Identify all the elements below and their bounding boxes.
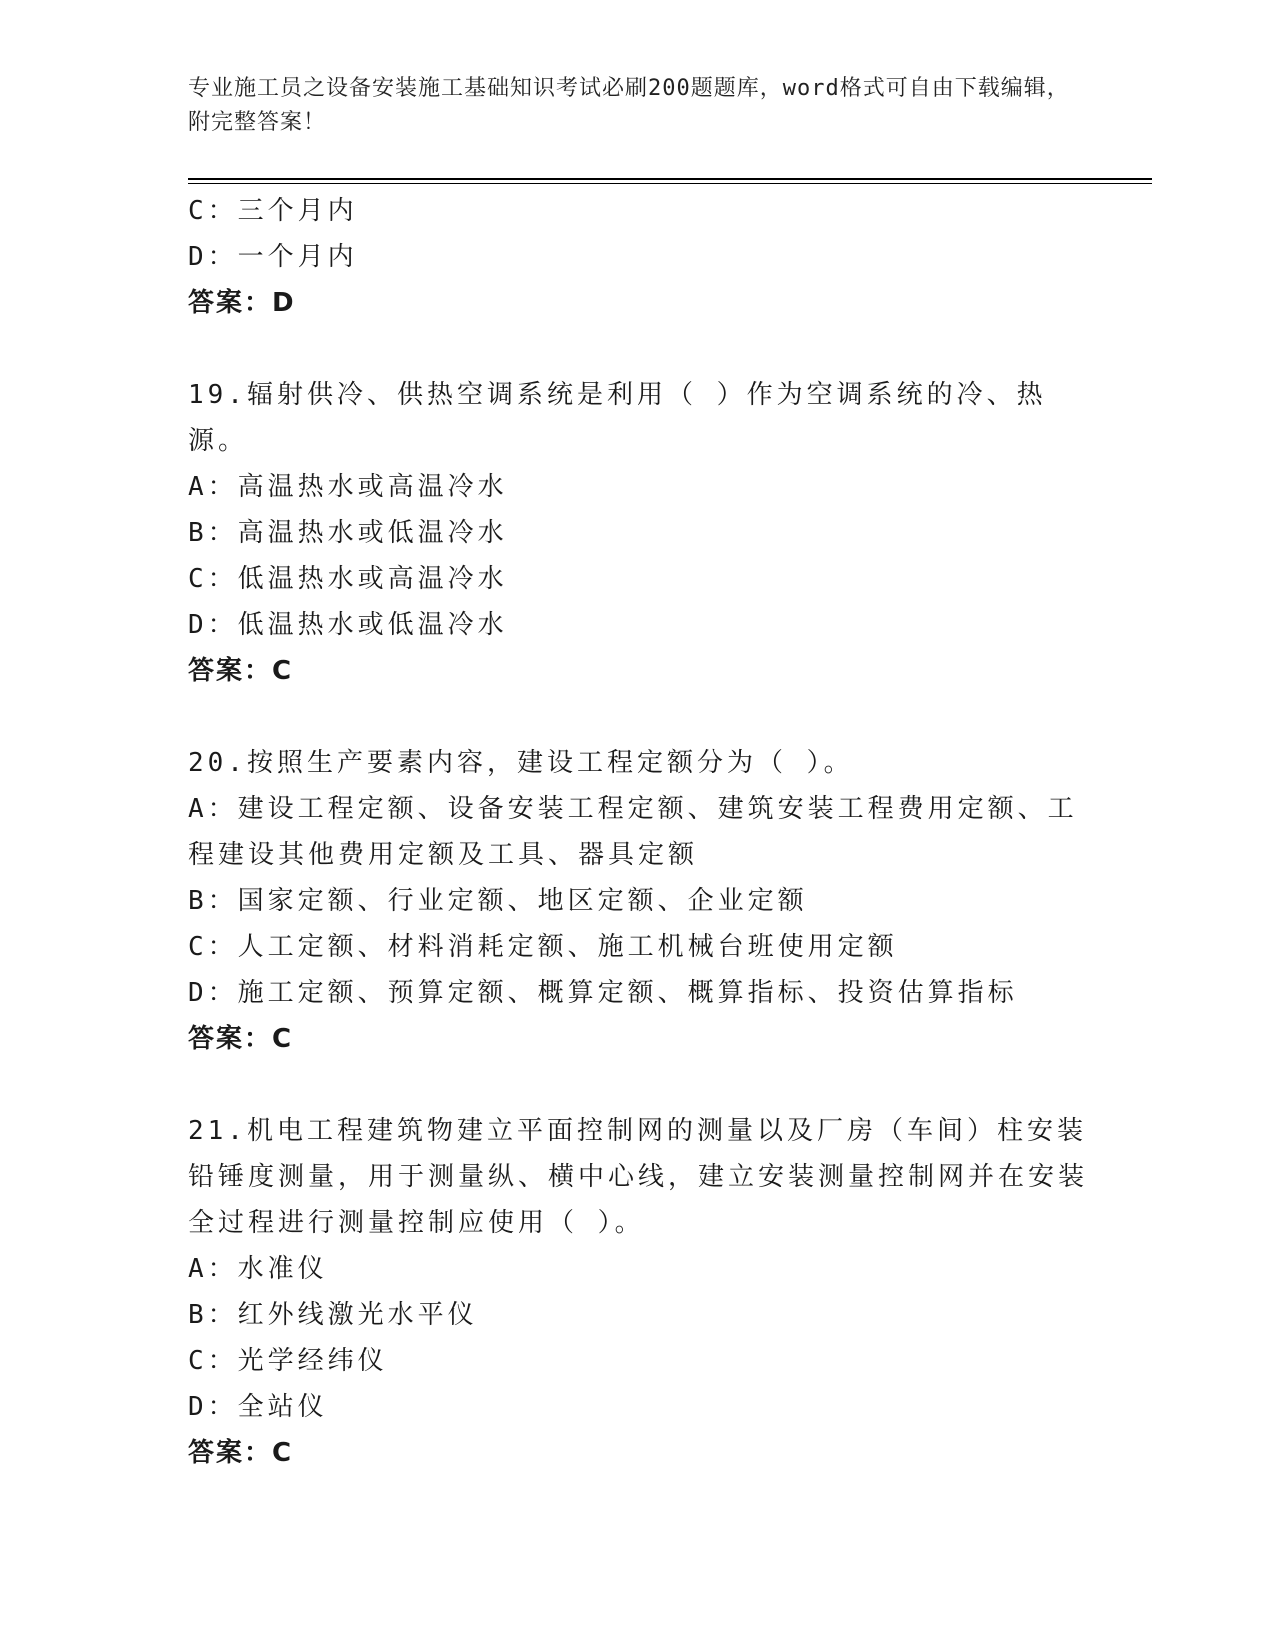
question-stem: 20.按照生产要素内容，建设工程定额分为（ ）。 [188,748,854,778]
option-c: C：三个月内 [188,196,358,226]
header-rule-thick [188,178,1152,180]
option-c: C：光学经纬仪 [188,1346,388,1376]
option-d: D：全站仪 [188,1392,328,1422]
answer-line: 答案：C [188,1438,294,1468]
option-c: C：低温热水或高温冷水 [188,564,508,594]
option-d: D：施工定额、预算定额、概算定额、概算指标、投资估算指标 [188,978,1018,1008]
answer-line: 答案：D [188,288,296,318]
question-stem: 19.辐射供冷、供热空调系统是利用（ ）作为空调系统的冷、热源。 [188,380,1047,456]
question-stem: 21.机电工程建筑物建立平面控制网的测量以及厂房（车间）柱安装铅锤度测量，用于测量纵、横中心线，建立安装测量控制网并在安装全过程进行测量控制应使用（ ）。 [188,1116,1089,1238]
spacer [188,1062,1088,1108]
question-19 [188,372,1088,694]
option-b: B：国家定额、行业定额、地区定额、企业定额 [188,886,808,916]
option-b: B：高温热水或低温冷水 [188,518,508,548]
option-a: A：建设工程定额、设备安装工程定额、建筑安装工程费用定额、工程建设其他费用定额及工具、器具定额 [188,794,1078,870]
option-d: D：低温热水或低温冷水 [188,610,508,640]
document-header: 专业施工员之设备安装施工基础知识考试必刷200题题库，word格式可自由下载编辑，附完整答案！ [188,76,1070,135]
document-body [188,188,1088,1476]
header-rule-thin [188,183,1152,184]
question-20 [188,740,1088,1062]
option-a: A：水准仪 [188,1254,328,1284]
option-b: B：红外线激光水平仪 [188,1300,478,1330]
answer-line: 答案：C [188,1024,294,1054]
question-18-continuation [188,188,1088,326]
question-21 [188,1108,1088,1476]
option-d: D：一个月内 [188,242,358,272]
spacer [188,694,1088,740]
spacer [188,326,1088,372]
answer-line: 答案：C [188,656,294,686]
option-c: C：人工定额、材料消耗定额、施工机械台班使用定额 [188,932,898,962]
option-a: A：高温热水或高温冷水 [188,472,508,502]
